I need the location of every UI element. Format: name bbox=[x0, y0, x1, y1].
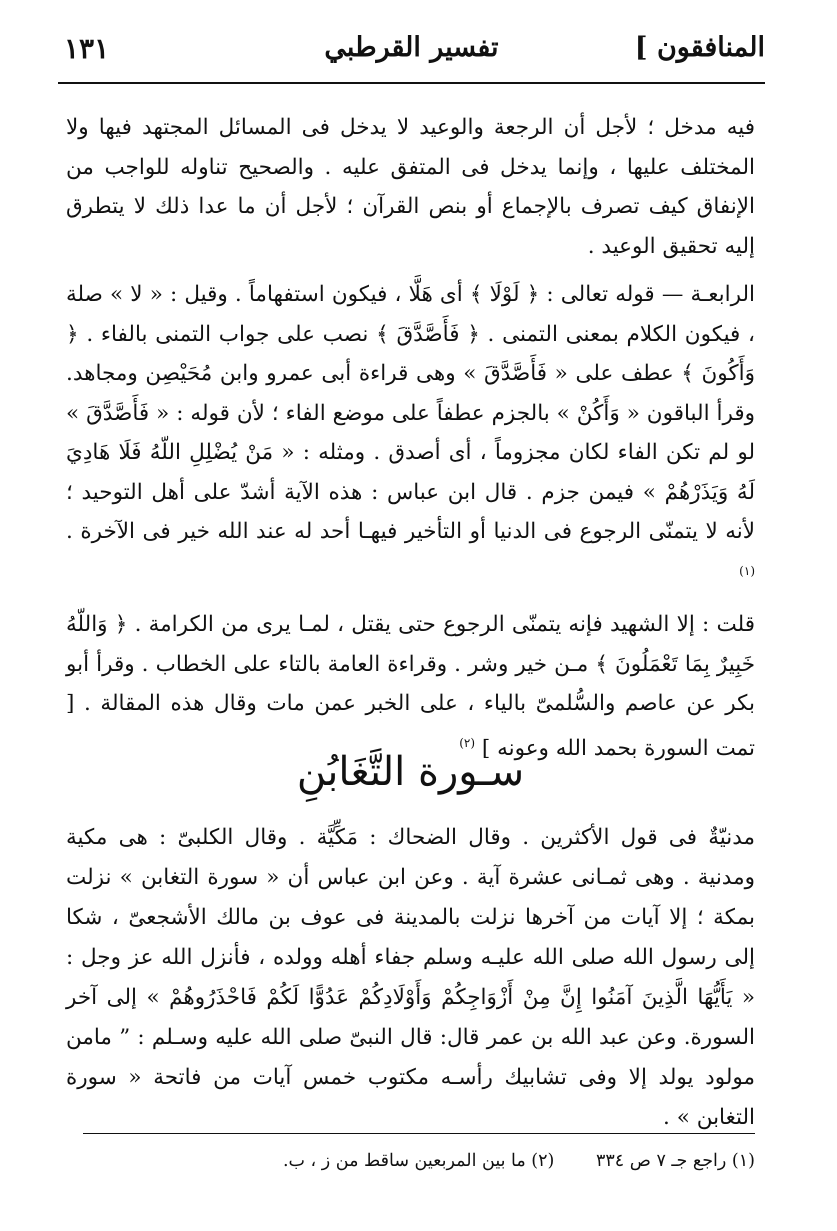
footnote-2: (٢) ما بين المربعين ساقط من ز ، ب. bbox=[282, 1151, 555, 1171]
footnote-marker-2: (٢) bbox=[459, 735, 476, 750]
paragraph-1: فيه مدخل ؛ لأجل أن الرجعة والوعيد لا يدخل فى المسائل المجتهد فيها ولا المختلف عليها ، وإنما يدخل فى المتفق عليه . والصحيح تناوله للواجب من الإنفاق كيف تصرف بالإجماع أو بنص القرآن ؛ لأجل أن ما عدا ذلك لا يتطرق إليه تحقيق الوعيد . bbox=[66, 115, 755, 259]
footnote-rule bbox=[83, 1133, 755, 1134]
running-header bbox=[58, 26, 765, 78]
page-number: ١٣١ bbox=[64, 32, 110, 65]
surah-introduction bbox=[66, 818, 755, 1138]
paragraph-4: مدنيّةٌ فى قول الأكثرين . وقال الضحاك : مَكِّيَّة . وقال الكلبىّ : هى مكية ومدنية . وهى ثمـانى عشرة آية . وعن ابن عباس أن « سورة التغابن » نزلت بمكة ؛ إلا آيات من آخرها نزلت بالمدينة فى عوف بن مالك الأشجعىّ ، شكا إلى رسول الله صلى الله عليـه وسلم جفاء أهله وولده ، فأنزل الله عز وجل : « يَأَيُّهَا الَّذِينَ آمَنُوا إِنَّ مِنْ أَزْوَاجِكُمْ وَأَوْلَادِكُمْ عَدُوًّا لَكُمْ فَاحْذَرُوهُمْ » إلى آخر السورة. وعن عبد الله بن عمر قال: قال النبىّ صلى الله عليه وسـلم : ” مامن مولود يولد إلا وفى تشابيك رأسـه مكتوب خمس آيات من فاتحة « سورة التغابن » . bbox=[66, 825, 755, 1130]
header-rule bbox=[58, 82, 765, 84]
header-book-title: تفسير القرطبي bbox=[324, 32, 499, 63]
footnote-1: (١) راجع جـ ٧ ص ٣٣٤ bbox=[595, 1151, 755, 1171]
surah-heading: سـورة التَّغَابُنِ bbox=[296, 749, 525, 795]
paragraph-2 bbox=[66, 275, 755, 596]
paragraph-2-text: الرابعـة — قوله تعالى : ﴿ لَوْلَا ﴾ أى هَلَّا ، فيكون استفهاماً . وقيل : « لا » صلة ، فيكون الكلام بمعنى التمنى . ﴿ فَأَصَّدَّقَ ﴾ نصب على جواب التمنى بالفاء . ﴿ وَأَكُونَ ﴾ عطف على « فَأَصَّدَّقَ » وهى قراءة أبى عمرو وابن مُحَيْصِن ومجاهد. وقرأ الباقون « وَأَكُنْ » بالجزم عطفاً على موضع الفاء ؛ لأن قوله : « فَأَصَّدَّقَ » لو لم تكن الفاء لكان مجزوماً ، أى أصدق . ومثله : « مَنْ يُضْلِلِ اللّهُ فَلَا هَادِيَ لَهُ وَيَذَرْهُمْ » فيمن جزم . قال ابن عباس : هذه الآية أشدّ على أهل التوحيد ؛ لأنه لا يتمنّى الرجوع فى الدنيا أو التأخير فيهـا أحد له عند الله خير فى الآخرة . bbox=[66, 282, 755, 544]
main-text bbox=[66, 108, 755, 768]
paragraph-3-text: قلت : إلا الشهيد فإنه يتمنّى الرجوع حتى يقتل ، لمـا يرى من الكرامة . ﴿ وَاللّهُ خَبِيرٌ بِمَا تَعْمَلُونَ ﴾ مـن خير وشر . وقراءة العامة بالتاء على الخطاب . وقرأ أبو بكر عن عاصم والسُّلمىّ بالياء ، على الخبر عمن مات وقال هذه المقالة . [ تمت السورة بحمد الله وعونه ] bbox=[66, 612, 755, 761]
header-section-name: المنافقون ] bbox=[634, 32, 765, 63]
footnote-marker-1: (١) bbox=[739, 563, 755, 578]
footnotes bbox=[66, 1147, 755, 1175]
